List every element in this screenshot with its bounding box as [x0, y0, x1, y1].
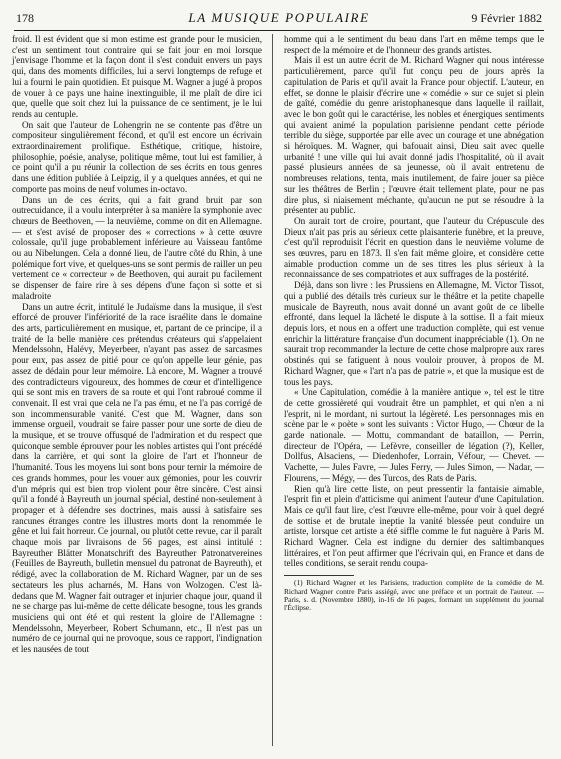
page-header — [14, 8, 544, 31]
footnote: (1) Richard Wagner et les Parisiens, traduction complète de la comédie de M. Richard Wagner contre Paris assiégé, avec une préface et un portrait de l'auteur. — Paris, s. d. (Novembre 1880), in-16 de 16 pages, formant un supplément du journal l'Éclipse. — [284, 578, 544, 613]
left-column — [12, 34, 262, 655]
paragraph: Déjà, dans son livre : les Prussiens en Allemagne, M. Victor Tissot, qui a publié des détails très curieux sur le théâtre et la petite chapelle musicale de Bayreuth, nous avait donné un avant goût de ce libelle effronté, dans lequel la lâcheté le dispute à la sottise. Il a fait mieux depuis lors, et nous en a offert une traduction complète, qui est venue enrichir la littérature française d'un document inappréciable (1). On ne saurait trop recommander la lecture de cette chose malpropre aux rares obstinés qui se fatiguent à nous vouloir prouver, à propos de M. Richard Wagner, que « l'art n'a pas de patrie », et que la musique est de tous les pays. — [284, 280, 544, 387]
paragraph: On sait que l'auteur de Lohengrin ne se contente pas d'être un compositeur singulièrement fécond, et qu'il est encore un écrivain extraordinairement prolifique. Esthétique, critique, histoire, philosophie, poésie, analyse, politique même, tout lui est familier, à ce point qu'il a pu réunir la collection de ses écrits en tous genres dans une édition publiée à Leipzig, il y a quelques années, et qui ne comporte pas moins de neuf volumes in-octavo. — [12, 119, 262, 194]
paragraph: « Une Capitulation, comédie à la manière antique », tel est le titre de cette grossièreté qui voudrait être un pamphlet, et qui n'en a ni l'esprit, ni le mordant, ni surtout la légèreté. Les personnages mis en scène par le « poète » sont les suivants : Victor Hugo, — Chœur de la garde nationale. — Mottu, commandant de bataillon, — Perrin, directeur de l'Opéra, — Lefèvre, conseiller de légation (?), Keller, Dollfus, Alsaciens, — Diedenhofer, Lorrain, Véfour, — Chevet. — Vachette, — Jules Favre, — Jules Ferry, — Jules Simon, — Nadar, — Flourens, — Mégy, — des Turcos, des Rats de Paris. — [284, 387, 544, 483]
paragraph: Rien qu'à lire cette liste, on peut pressentir la fantaisie aimable, l'esprit fin et plein d'atticisme qui animent l'auteur d'une Capitulation. Mais ce qu'il faut lire, c'est l'œuvre elle-même, pour voir à quel degré de sottise et de brutale ineptie la vanité blessée peut conduire un artiste, lorsque cet artiste a été siffle comme le fut naguère à Paris M. Richard Wagner. Cela est indigne du dernier des saltimbanques littéraires, et l'on peut affirmer que l'écrivain qui, en France et dans de telles conditions, se serait rendu coupa- — [284, 483, 544, 569]
paragraph: froid. Il est évident que si mon estime est grande pour le musicien, c'est un sentiment tout contraire qui se fait jour en moi lorsque j'envisage l'homme et la façon dont il s'est conduit envers un pays qui, dans des moments difficiles, lui a servi longtemps de refuge et lui a fourni le pain quotidien. Et puisque M. Wagner a jugé à propos de vouer à ce pays une haine inextinguible, il me plaît de dire ici que, quelle que soit chez lui la puissance de ce sentiment, je le lui rends au centuple. — [12, 34, 262, 119]
page-number: 178 — [16, 11, 34, 25]
paragraph: Mais il est un autre écrit de M. Richard Wagner qui nous intéresse particulièrement, parce qu'il fut conçu peu de jours après la capitulation de Paris et qu'il avait la France pour objectif. L'auteur, en effet, se donne le plaisir d'écrire une « comédie » sur ce sujet si plein de gaîté, comédie du genre aristophanesque dans laquelle il raillait, avec le bon goût qui le caractérise, les nobles et énergiques sentiments qui avaient animé la population parisienne pendant cette période terrible du siège, supportée par elle avec un courage et une abnégation si héroïques. M. Wagner, qui bafouait ainsi, Dieu sait avec quelle urbanité ! une ville qui lui avait donné jadis l'hospitalité, où il avait passé plusieurs années de sa jeunesse, où il avait entretenu de nombreuses relations, tenta, mais inutilement, de faire jouer sa pièce sur les théâtres de Berlin ; l'œuvre était tellement plate, pour ne pas dire plus, si niaisement méchante, qu'aucun ne put se résoudre à la présenter au public. — [284, 55, 544, 216]
paragraph: homme qui a le sentiment du beau dans l'art en même temps que le respect de la mémoire et de l'honneur des grands artistes. — [284, 34, 544, 55]
issue-date: 9 Février 1882 — [471, 11, 542, 25]
publication-title: LA MUSIQUE POPULAIRE — [188, 10, 370, 25]
column-divider — [272, 34, 273, 746]
paragraph: On aurait tort de croire, pourtant, que l'auteur du Crépuscule des Dieux n'ait pas pris au sérieux cette plaisanterie funèbre, et la preuve, c'est qu'il reproduisit l'écrit en question dans le neuvième volume de ses œuvres, paru en 1873. Il s'en fait même gloire, et considère cette aimable production comme un de ses titres les plus sérieux à la reconnaissance de ses compatriotes et aux suffrages de la postérité. — [284, 215, 544, 280]
footnote-rule — [284, 575, 354, 576]
paragraph: Dans un de ces écrits, qui a fait grand bruit par son outrecuidance, il a voulu interpréter à sa manière la symphonie avec chœurs de Beethoven, — la neuvième, comme on dit en Allemagne. — et s'est avisé de proposer des « corrections » à cette œuvre colossale, qu'il juge probablement inférieure au Vaisseau fantôme ou au Nibelungen. Cela a donné lieu, de l'autre côté du Rhin, à une polémique fort vive, et quelques-uns se sont permis de railler un peu vertement ce « correcteur » de Beethoven, qui aurait pu facilement se dispenser de faire rire à ses dépens d'une façon si sotte et si maladroite — [12, 194, 262, 301]
paragraph: Dans un autre écrit, intitulé le Judaïsme dans la musique, il s'est efforcé de prouver l'infériorité de la race israélite dans le domaine des arts, particulièrement en musique, et, partant de ce principe, il a traité de la belle manière ces prétendus créateurs qui s'appelaient Mendelssohn, Halévy, Meyerbeer, n'ayant pas assez de sarcasmes pour eux, pas assez de pitié pour ce qu'on appelle leur génie, pas assez de dédain pour leur mémoire. Là encore, M. Wagner a trouvé des contradicteurs vigoureux, des hommes de cœur et d'intelligence qui se sont mis en travers de sa route et qui l'ont rabroué comme il convenait. Il est vrai que cela ne l'a pas ému, et ne l'a pas corrigé de son incommensurable vanité. C'est que M. Wagner, dans son immense orgueil, voudrait se faire passer pour une sorte de dieu de la musique, et se trouve offusqué de l'admiration et du respect que quiconque semble éprouver pour les nobles artistes qui l'ont précédé dans la carrière, et qui sont la gloire de l'art et l'honneur de l'humanité. Tous les moyens lui sont bons pour ternir la mémoire de ces grands hommes, pour les vouer aux gémonies, pour les couvrir d'un mépris qui est bien trop violent pour être sincère. C'est ainsi qu'il a fondé à Bayreuth un journal spécial, destiné non-seulement à propager et à défendre ses doctrines, mais aussi à satisfaire ses rancunes étranges contre les illustres morts dont la renommée le gêne et lui fait horreur. Ce journal, ou plutôt cette revue, car il paraît chaque mois par livraisons de 56 pages, est ainsi intitulé : Bayreuther Blätter Monatschrift des Bayreuther Patronatvereines (Feuilles de Bayreuth, bulletin mensuel du patronat de Bayreuth), et rédigé, avec la collaboration de M. Richard Wagner, par un de ses sectateurs les plus acharnés, M. Hans von Wolzogen. C'est là-dedans que M. Wagner fait outrager et injurier chaque jour, quand il ne se charge pas lui-même de cette délicate besogne, tous les grands musiciens qui ont été et qui restent la gloire de l'Allemagne : Mendelssohn, Meyerbeer, Robert Schumann, etc., Il n'est pas un numéro de ce journal qui ne provoque, sous ce rapport, l'indignation et les nausées de tout — [12, 301, 262, 655]
right-column — [284, 34, 544, 613]
